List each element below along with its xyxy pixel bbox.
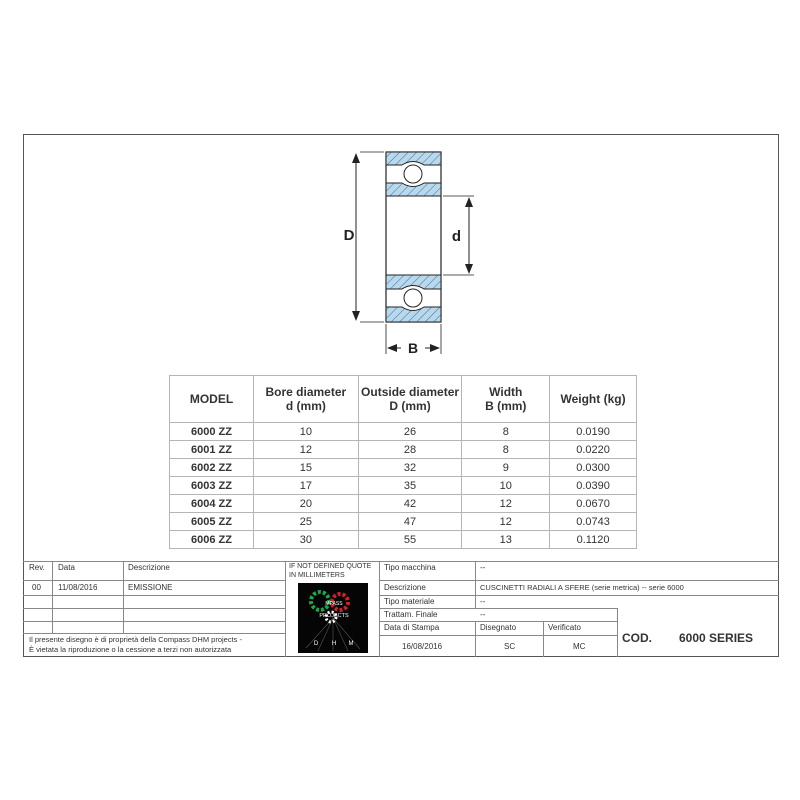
svg-text:H: H [331,641,337,647]
header-bore: Bore diameter d (mm) [254,376,359,423]
header-model: MODEL [170,376,254,423]
disegnato-label: Disegnato [480,623,517,632]
code-value: 6000 SERIES [679,631,754,645]
table-header-row [170,376,637,423]
svg-text:MPASS: MPASS [325,601,343,607]
dimension-B-label: B [407,340,419,356]
verificato-value: MC [573,642,586,651]
description-header: Descrizione [128,563,170,572]
table-row: 6002 ZZ 15 32 9 0.0300 [170,459,637,477]
bearing-cross-section-drawing [330,140,490,360]
tipo-macchina-label: Tipo macchina [384,563,436,572]
bearing-spec-table [169,375,637,549]
company-logo [298,583,368,653]
svg-text:PROJECTS: PROJECTS [319,613,349,619]
data-stampa-label: Data di Stampa [384,623,440,632]
units-note-line1: IF NOT DEFINED QUOTE [289,563,372,570]
code-label: COD. [622,631,652,645]
tipo-materiale-label: Tipo materiale [384,597,435,606]
verificato-label: Verificato [548,623,581,632]
units-note-line2: IN MILLIMETERS [289,572,345,579]
header-outside: Outside diameter D (mm) [358,376,462,423]
header-weight: Weight (kg) [550,376,637,423]
dimension-D-label: D [343,227,355,244]
data-stampa-value: 16/08/2016 [402,642,443,651]
logo-graphic [298,583,368,653]
table-row: 6005 ZZ 25 47 12 0.0743 [170,513,637,531]
description-value: EMISSIONE [128,583,173,592]
table-row: 6006 ZZ 30 55 13 0.1120 [170,531,637,549]
copyright-line2: È vietata la riproduzione o la cessione a terzi non autorizzata [29,645,232,654]
date-header: Data [58,563,75,572]
copyright-line1: Il presente disegno è di proprietà della Compass DHM projects - [29,635,243,644]
disegnato-value: SC [504,642,516,651]
table-row: 6004 ZZ 20 42 12 0.0670 [170,495,637,513]
rev-header: Rev. [29,563,45,572]
descrizione-value: CUSCINETTI RADIALI A SFERE (serie metrica) -- serie 6000 [480,583,684,592]
rev-value: 00 [32,583,41,592]
dimension-D [352,152,384,322]
trattamento-label: Trattam. Finale [384,610,438,619]
tipo-macchina-value: -- [480,563,486,572]
date-value: 11/08/2016 [58,583,98,592]
bearing-bottom-ball [404,289,422,307]
svg-text:M: M [348,641,354,647]
table-row: 6003 ZZ 17 35 10 0.0390 [170,477,637,495]
trattamento-value: -- [480,610,486,619]
descrizione-label: Descrizione [384,583,426,592]
table-row: 6001 ZZ 12 28 8 0.0220 [170,441,637,459]
tipo-materiale-value: -- [480,597,486,606]
bearing-top-ball [404,165,422,183]
table-row: 6000 ZZ 10 26 8 0.0190 [170,423,637,441]
svg-text:D: D [313,641,319,647]
header-width: Width B (mm) [462,376,550,423]
dimension-d-label: d [451,228,461,245]
